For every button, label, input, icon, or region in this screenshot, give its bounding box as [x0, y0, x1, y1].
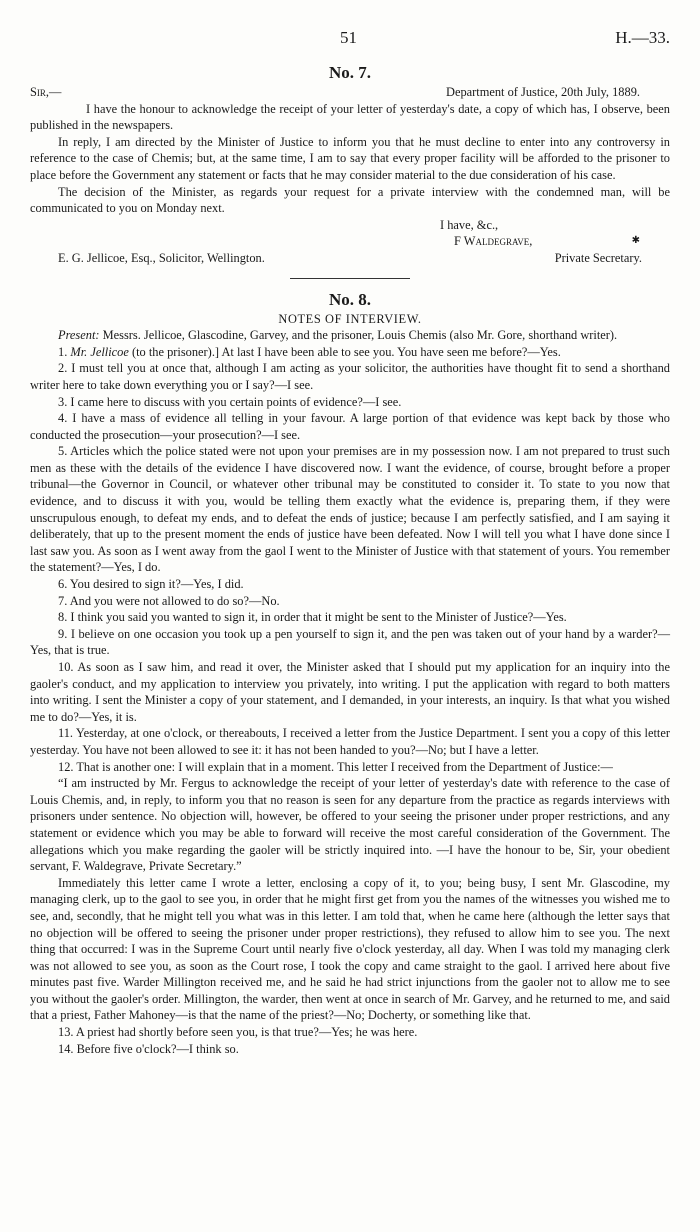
page-header — [0, 30, 700, 52]
page-number: 51 — [340, 28, 357, 47]
interview-item: 4. I have a mass of evidence all telling in your favour. A large portion of that evidence was kept back by those who conducted the prosecution—your prosecution?—I see. — [30, 411, 670, 442]
interview-item: 2. I must tell you at once that, although I am acting as your solicitor, the authorities have thought fit to send a shorthand writer here to take down everything you or I say?—I see. — [30, 361, 670, 392]
section-title-no-8: No. 8. — [328, 289, 372, 309]
section-subtitle: NOTES OF INTERVIEW. — [278, 311, 422, 326]
interview-item: 8. I think you said you wanted to sign it, in order that it might be sent to the Minister of Justice?—Yes. — [58, 610, 567, 625]
page-content — [30, 62, 670, 1057]
salutation: Sir,— — [30, 85, 62, 99]
closing: I have, &c., — [440, 217, 499, 232]
present-label: Present: — [58, 328, 100, 343]
section-divider — [290, 278, 410, 279]
letter-closing-block — [30, 217, 670, 267]
addressee: E. G. Jellicoe, Esq., Solicitor, Wellington. — [58, 250, 265, 265]
interview-item: 5. Articles which the police stated were not upon your premises are in my possession now. I am not prepared to trust such men as these with the details of the evidence I have discovered now. I want the evidence, of course, brought before a proper tribunal—the Governor in Council, or whatever other tribunal may be constituted to consider it. To state to you now that evidence, and to discuss it with you, would be telling them exactly what the evidence is, preparing them, if they were unscrupulous enough, to defeat my ends, and to defeat the ends of justice; because I am perfectly satisfied, and I am saying it deliberately, that up to the present moment the ends of justice have been defeated. Now I will tell you what I have done since I last saw you. As soon as I went away from the gaol I went to the Minister of Justice with that statement of yours. You remember the statement?—Yes, I do. — [30, 444, 670, 575]
signer-name: F Waldegrave, — [454, 234, 533, 249]
present-text: Messrs. Jellicoe, Glascodine, Garvey, and the prisoner, Louis Chemis (also Mr. Gore, shorthand writer). — [99, 328, 618, 343]
salutation-row — [30, 84, 670, 101]
quoted-letter: “I am instructed by Mr. Fergus to acknowledge the receipt of your letter of yesterday's date with reference to the case of Louis Chemis, and, in reply, to inform you that no reason is seen for any departure from the practice as regards interviews with prisoners under sentence. No objection will, however, be offered to your seeing the prisoner under proper restrictions, and any statement or evidence which you may be able to forward will receive the most careful consideration of the Government. The allegations which you make regarding the gaoler will be strictly inquired into. —I have the honour to be, Sir, your obedient servant, F. Waldegrave, Private Secretary.” — [30, 776, 670, 874]
signer-title: Private Secretary. — [554, 250, 642, 265]
interview-item — [30, 344, 670, 361]
document-reference: H.—33. — [615, 28, 670, 47]
item-text: (to the prisoner).] At last I have been able to see you. You have seen me before?—Yes. — [128, 344, 561, 359]
letter-paragraph: In reply, I am directed by the Minister of Justice to inform you that he must decline to enter into any controversy in reference to the case of Chemis; but, at the same time, I am to say that every proper facility will be afforded to the prisoner to place before the Government any statement or facts that he may consider material to the due consideration of his case. — [30, 134, 670, 182]
section-title-no-7: No. 7. — [328, 63, 372, 82]
interview-item: 11. Yesterday, at one o'clock, or thereabouts, I received a letter from the Justice Department. I sent you a copy of this letter yesterday. You have not been allowed to see it: it has not been handed to you?—No; but I have a letter. — [30, 726, 670, 757]
continuation-paragraph: Immediately this letter came I wrote a letter, enclosing a copy of it, to you; being busy, I sent Mr. Glascodine, my managing clerk, up to the gaol to see you, in order that he might first get from you the names of the witnesses you wished me to see, and, secondly, that he might tell you what was in this letter. I am told that, when he came here (although the letter says that no objection will be offered to seeing the prisoner under proper restrictions), they refused to allow him to see you. The next thing that occurred: I was in the Supreme Court until nearly five o'clock yesterday, all day. When I was told my managing clerk was not allowed to see you, as soon as the Court rose, I took the copy and came straight to the gaol. I arrived here about five minutes past five. Warder Millington received me, and he said he had strict injunctions from the gaoler not to allow me to see you without the gaoler's order. Millington, the warder, then went at once in search of Mr. Garvey, and he returned to me, and said that a priest, Father Mahoney—is that the name of the priest?—No; Docherty, or something like that. — [30, 875, 670, 1023]
interview-item: 9. I believe on one occasion you took up a pen yourself to sign it, and the pen was taken out of your hand by a warder?—Yes, that is true. — [30, 626, 670, 658]
notes-no-8 — [30, 289, 670, 1058]
letter-no-7 — [30, 62, 670, 267]
speaker-name: Mr. Jellicoe — [70, 344, 129, 359]
present-line — [30, 327, 670, 344]
signer-row — [30, 233, 670, 250]
interview-item: 6. You desired to sign it?—Yes, I did. — [58, 577, 244, 592]
letter-paragraph: I have the honour to acknowledge the receipt of your letter of yesterday's date, a copy of which has, I observe, been published in the newspapers. — [30, 101, 670, 133]
letter-paragraph: The decision of the Minister, as regards your request for a private interview with the condemned man, will be communicated to you on Monday next. — [30, 184, 670, 216]
interview-item: 13. A priest had shortly before seen you, is that true?—Yes; he was here. — [58, 1025, 418, 1040]
interview-item: 3. I came here to discuss with you certain points of evidence?—I see. — [58, 394, 402, 409]
addressee-row — [30, 250, 670, 267]
interview-item: 12. That is another one: I will explain that in a moment. This letter I received from the Department of Justice:— — [58, 759, 613, 774]
dateline: Department of Justice, 20th July, 1889. — [446, 85, 640, 99]
item-number: 1. — [58, 344, 71, 359]
interview-item: 14. Before five o'clock?—I think so. — [58, 1041, 239, 1056]
interview-item: 10. As soon as I saw him, and read it over, the Minister asked that I should put my application for an inquiry into the gaoler's conduct, and my application to interview you privately, into writing. I put the application with regard to both matters into writing. I sent the Minister a copy of your statement, and I demanded, in your interests, an inquiry. Is that what you wished me to do?—Yes, it is. — [30, 660, 670, 724]
asterisk-mark-icon: ✱ — [631, 235, 640, 247]
interview-item: 7. And you were not allowed to do so?—No. — [58, 593, 280, 608]
